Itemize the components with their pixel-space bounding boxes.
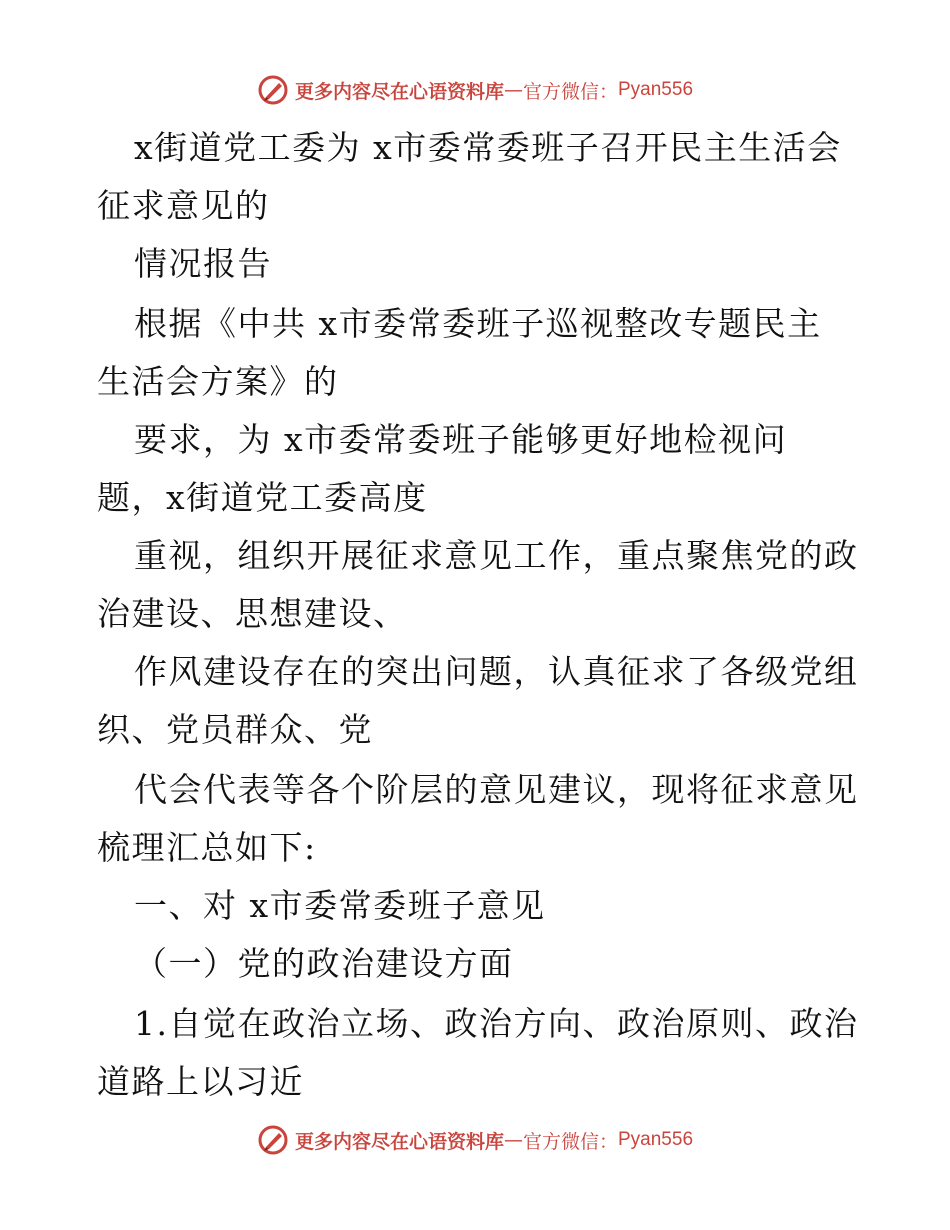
- pen-logo-icon: [257, 1124, 289, 1156]
- text-line: 梳理汇总如下:: [97, 828, 317, 867]
- watermark-separator: —: [503, 1129, 523, 1151]
- watermark-site-text: 更多内容尽在心语资料库: [294, 80, 504, 103]
- text-line: 征求意见的: [97, 186, 270, 225]
- text-line: 道路上以习近: [97, 1062, 304, 1101]
- watermark-separator: —: [503, 79, 523, 101]
- watermark-wechat-id: Pyan556: [618, 1129, 694, 1150]
- watermark-wechat-id: Pyan556: [618, 79, 694, 100]
- watermark-footer: [0, 1120, 950, 1160]
- text-line: 要求，为 x市委常委班子能够更好地检视问: [134, 420, 788, 459]
- subsection-heading: （一）党的政治建设方面: [134, 944, 514, 983]
- text-line: 作风建设存在的突出问题，认真征求了各级党组: [134, 652, 859, 691]
- watermark-header: [0, 70, 950, 110]
- text-line: 情况报告: [134, 244, 272, 283]
- text-line: 重视，组织开展征求意见工作，重点聚焦党的政: [134, 536, 859, 575]
- text-line: 题，x街道党工委高度: [97, 478, 428, 517]
- text-line: x街道党工委为 x市委常委班子召开民主生活会: [134, 128, 842, 167]
- text-line: 1.自觉在政治立场、政治方向、政治原则、政治: [134, 1004, 859, 1043]
- text-line: 生活会方案》的: [97, 362, 339, 401]
- text-line: 代会代表等各个阶层的意见建议，现将征求意见: [134, 770, 859, 809]
- text-line: 根据《中共 x市委常委班子巡视整改专题民主: [134, 304, 822, 343]
- watermark-site-text: 更多内容尽在心语资料库: [294, 1130, 504, 1153]
- watermark-wechat-label: 官方微信：: [522, 80, 618, 103]
- section-heading: 一、对 x市委常委班子意见: [134, 886, 546, 925]
- pen-logo-icon: [257, 74, 289, 106]
- text-line: 织、党员群众、党: [97, 710, 373, 749]
- text-line: 治建设、思想建设、: [97, 594, 408, 633]
- watermark-wechat-label: 官方微信：: [522, 1130, 618, 1153]
